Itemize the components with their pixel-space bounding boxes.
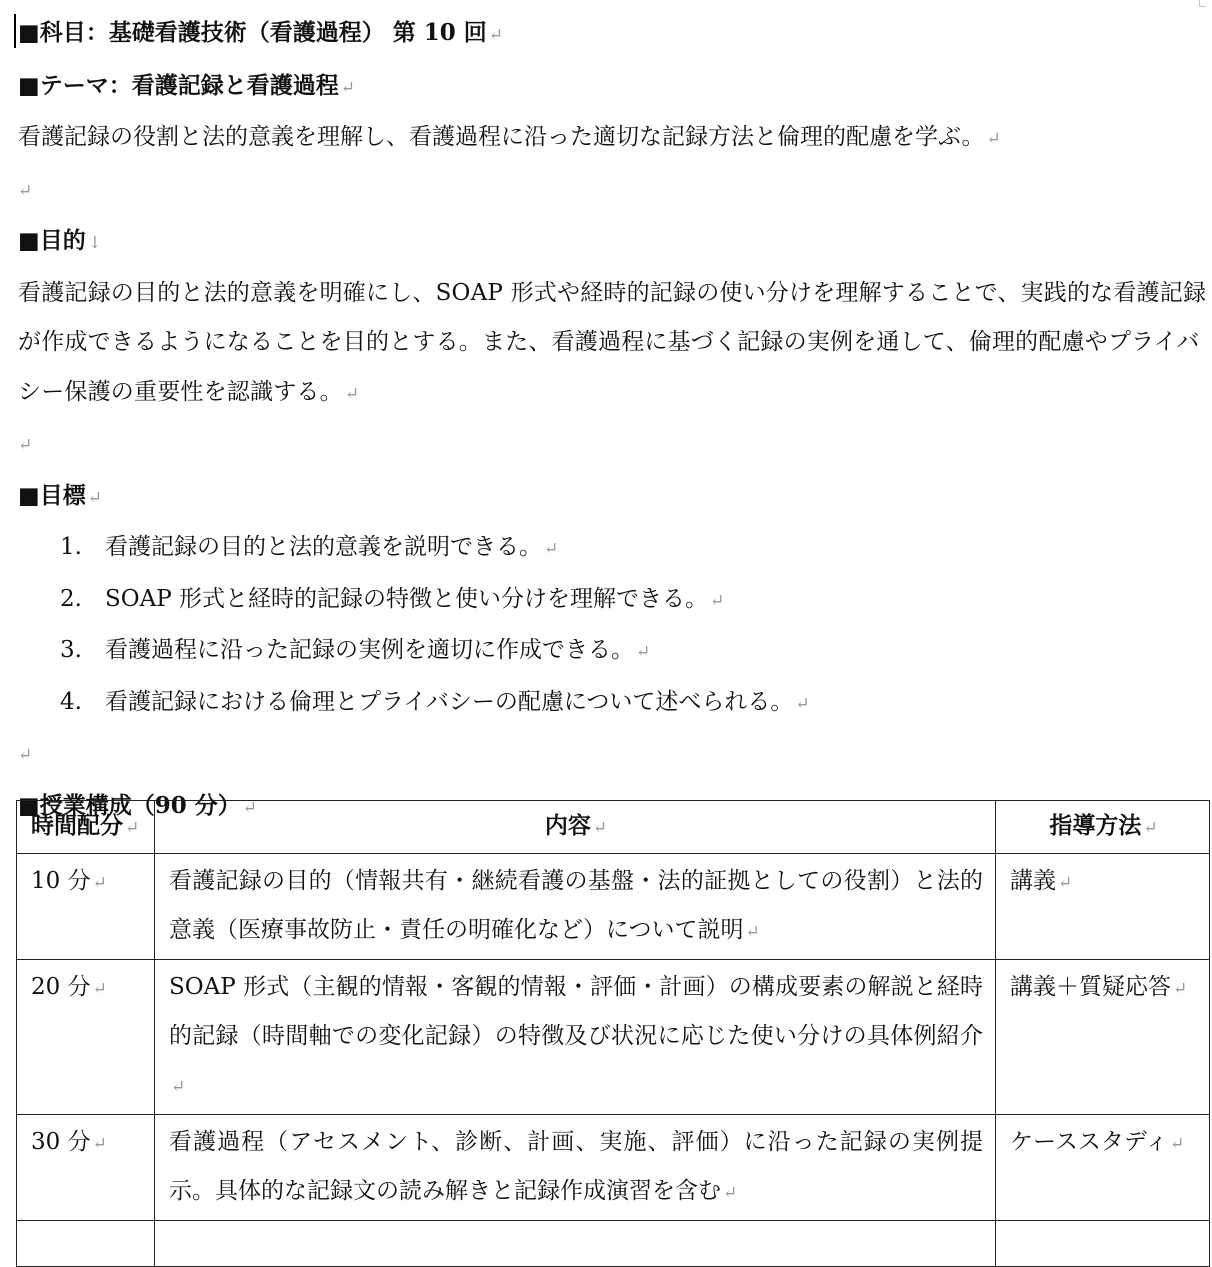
- summary-text: 看護記録の役割と法的意義を理解し、看護過程に沿った適切な記録方法と倫理的配慮を学ぶ。: [18, 124, 985, 150]
- table-row: [17, 960, 1210, 1115]
- paragraph-mark: ↵: [795, 693, 810, 714]
- paragraph-mark: ↵: [488, 25, 504, 45]
- column-header-text: 時間配分: [31, 812, 123, 839]
- method-cell: [996, 854, 1210, 960]
- cell-mark: ↵: [592, 818, 608, 838]
- time-cell: [17, 960, 155, 1115]
- paragraph-mark: ↵: [242, 797, 257, 818]
- cell-mark: ↵: [92, 1134, 107, 1154]
- method-cell: [996, 1115, 1210, 1221]
- table-row: [17, 854, 1210, 960]
- theme-heading: [18, 61, 1212, 114]
- method-cell: [996, 960, 1210, 1115]
- empty-paragraph: [18, 729, 1212, 781]
- purpose-text: 看護記録の目的と法的意義を明確にし、SOAP 形式や経時的記録の使い分けを理解することで、実践的な看護記録が作成できるようになることを目的とする。また、看護過程に基づく記録の実例を通して、倫理的配慮やプライバシー保護の重要性を認識する。: [18, 279, 1207, 405]
- text-cursor: [14, 14, 16, 48]
- list-number: 3.: [60, 637, 82, 663]
- list-number: 1.: [60, 534, 82, 560]
- list-item: [18, 523, 1212, 575]
- paragraph-mark: ↵: [18, 435, 33, 455]
- time-cell: [17, 1115, 155, 1221]
- content-cell: [155, 854, 996, 960]
- paragraph-mark: ↵: [18, 745, 33, 765]
- schedule-table: [16, 797, 1210, 1267]
- list-item-text: 看護記録における倫理とプライバシーの配慮について述べられる。: [105, 688, 794, 715]
- content-cell: [155, 960, 996, 1115]
- list-number: 4.: [60, 688, 82, 715]
- column-header-method: [996, 801, 1210, 854]
- purpose-paragraph: [18, 269, 1210, 420]
- theme-text: ■テーマ：看護記録と看護過程: [18, 71, 339, 99]
- cell-mark: ↵: [1058, 873, 1073, 893]
- time-text: 20 分: [31, 974, 91, 1000]
- goals-heading-text: ■目標: [18, 481, 86, 509]
- goals-heading: [18, 471, 1212, 524]
- list-number: 2.: [60, 585, 82, 612]
- schedule-heading-text: ■授業構成（90 分）: [18, 791, 241, 819]
- goals-list: [18, 523, 1212, 729]
- time-text: 10 分: [31, 868, 91, 894]
- subject-heading: [18, 8, 1212, 61]
- paragraph-mark: ↵: [986, 129, 1001, 149]
- method-text: 講義: [1010, 868, 1056, 894]
- list-item: [18, 626, 1212, 678]
- cell-mark: ↵: [1143, 818, 1158, 838]
- cell-mark: ↵: [745, 922, 760, 942]
- purpose-heading: [18, 216, 1212, 269]
- paragraph-mark: ↵: [710, 590, 725, 611]
- time-text: 30 分: [31, 1129, 91, 1155]
- cell-mark: ↵: [171, 1077, 186, 1097]
- cell-mark: ↵: [1173, 979, 1188, 999]
- paragraph-mark: ↵: [544, 539, 559, 559]
- cell-mark: ↵: [1170, 1134, 1185, 1154]
- paragraph-mark: ↵: [18, 180, 33, 201]
- subject-text: ■科目：基礎看護技術（看護過程） 第 10 回: [18, 19, 487, 46]
- column-header-text: 内容: [544, 812, 591, 839]
- method-cell: [996, 1221, 1210, 1267]
- column-header-time: [17, 801, 155, 854]
- content-cell: [155, 1221, 996, 1267]
- content-text: SOAP 形式（主観的情報・客観的情報・評価・計画）の構成要素の解説と経時的記録（時間軸での変化記録）の特徴及び状況に応じた使い分けの具体例紹介: [169, 974, 983, 1049]
- paragraph-mark: ↵: [344, 383, 360, 404]
- table-row: [17, 1221, 1210, 1267]
- content-cell: [155, 1115, 996, 1221]
- time-cell: [17, 1221, 155, 1267]
- paragraph-mark: ↵: [636, 642, 651, 662]
- cell-mark: ↵: [723, 1183, 738, 1203]
- line-break-mark: ↓: [87, 233, 102, 253]
- list-item: [18, 678, 1212, 730]
- purpose-heading-text: ■目的: [18, 227, 86, 254]
- summary-paragraph: [18, 113, 1212, 165]
- method-text: 講義＋質疑応答: [1010, 974, 1171, 1000]
- method-text: ケーススタディ: [1010, 1129, 1169, 1155]
- content-text: 看護過程（アセスメント、診断、計画、実施、評価）に沿った記録の実例提示。具体的な記録文の読み解きと記録作成演習を含む: [169, 1129, 983, 1204]
- list-item-text: SOAP 形式と経時的記録の特徴と使い分けを理解できる。: [105, 585, 709, 612]
- paragraph-mark: ↵: [340, 77, 355, 98]
- paragraph-mark: ↵: [87, 487, 102, 508]
- cell-mark: ↵: [92, 873, 107, 893]
- cell-mark: ↵: [125, 818, 140, 838]
- list-item-text: 看護過程に沿った記録の実例を適切に作成できる。: [105, 637, 634, 663]
- time-cell: [17, 854, 155, 960]
- empty-paragraph: [18, 165, 1212, 217]
- cell-mark: ↵: [92, 979, 107, 999]
- list-item: [18, 575, 1212, 627]
- content-text: 看護記録の目的（情報共有・継続看護の基盤・法的証拠としての役割）と法的意義（医療事故防止・責任の明確化など）について説明: [169, 868, 983, 943]
- document-page: [18, 0, 1212, 833]
- table-header-row: [17, 801, 1210, 854]
- column-header-content: [155, 801, 996, 854]
- list-item-text: 看護記録の目的と法的意義を説明できる。: [105, 534, 542, 560]
- column-header-text: 指導方法: [1049, 812, 1142, 839]
- empty-paragraph: [18, 419, 1212, 471]
- table-row: [17, 1115, 1210, 1221]
